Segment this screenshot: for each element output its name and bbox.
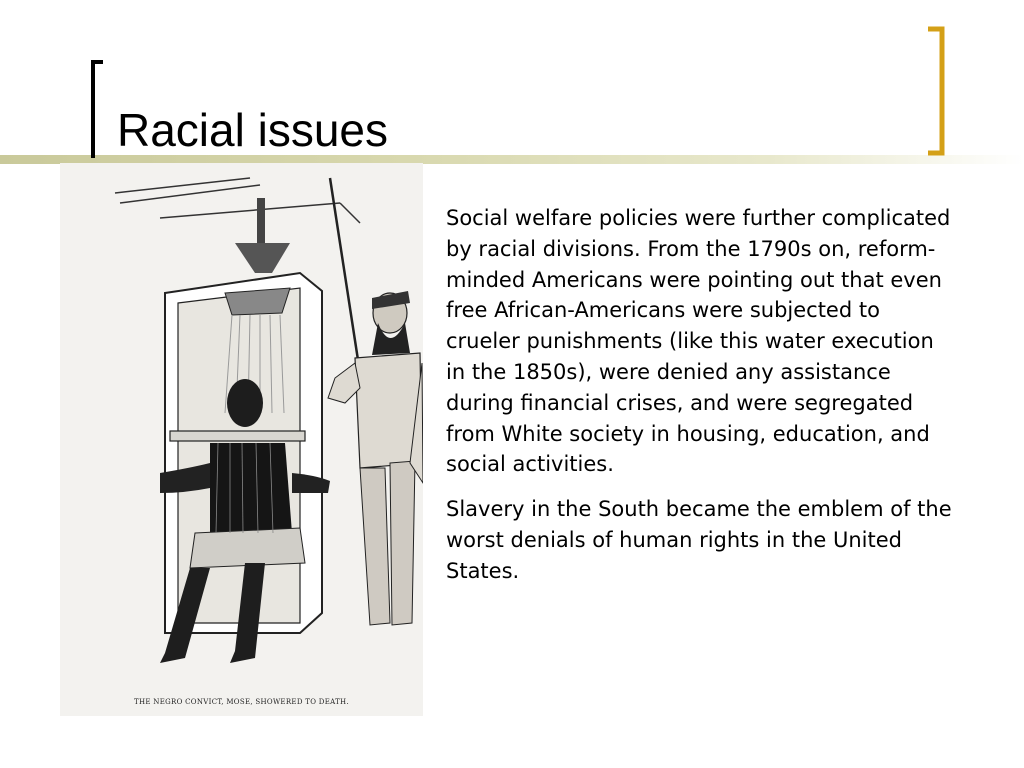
body-paragraph-2: Slavery in the South became the emblem of the worst denials of human rights in the United States. (446, 497, 952, 583)
title-left-bracket (89, 60, 105, 160)
title-right-bracket (926, 26, 946, 156)
body-paragraph-1: Social welfare policies were further complicated by racial divisions. From the 1790s on, reform-minded Americans were pointing out that even free African-Americans were subjected to crueler punishments (like this water execution in the 1850s), were denied any assistance during financial crises, and were segregated from White society in housing, education, and social activities. (446, 206, 951, 477)
illustration-caption: THE NEGRO CONVICT, MOSE, SHOWERED TO DEATH. (133, 698, 349, 706)
illustration-water-execution (60, 163, 423, 716)
slide-title: Racial issues (117, 104, 388, 156)
body-text (446, 203, 956, 601)
engraving-image (60, 163, 423, 716)
